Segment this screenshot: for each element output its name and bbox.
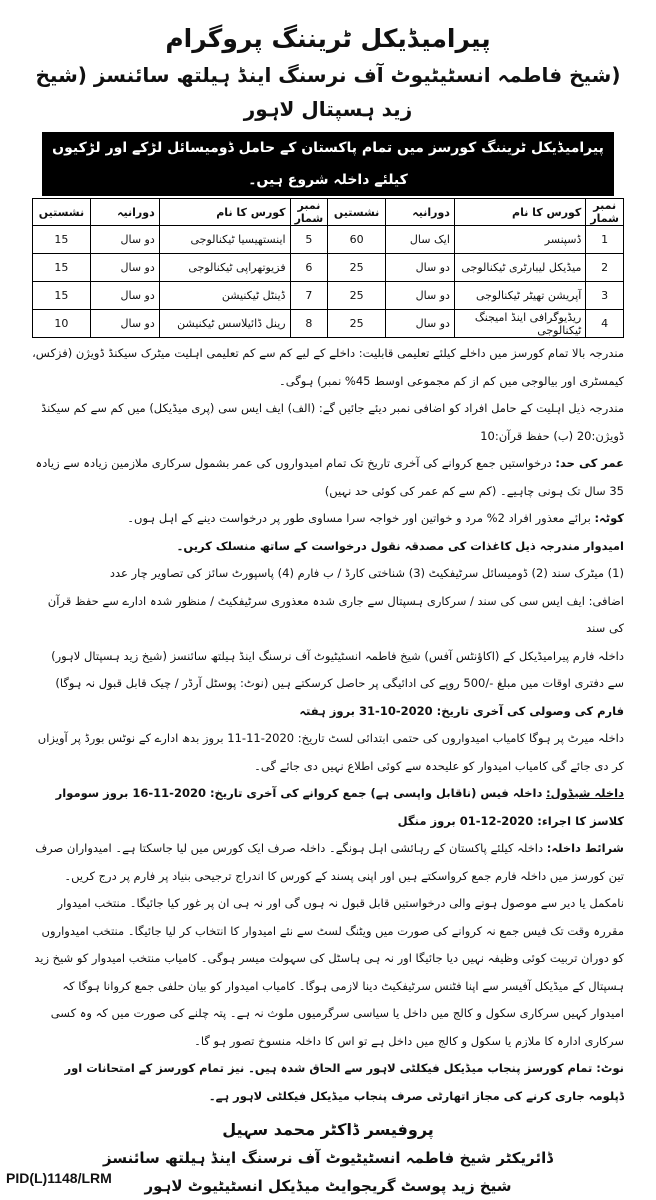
table-row — [33, 310, 624, 338]
course-name: ڈسپنسر — [454, 226, 585, 254]
header-num: نمبر شمار — [586, 199, 624, 226]
header-seats: نشستیں — [328, 199, 386, 226]
quota-paragraph — [32, 505, 624, 533]
table-header-row — [33, 199, 624, 226]
signature-block — [32, 1116, 624, 1200]
age-limit-paragraph — [32, 450, 624, 505]
course-duration: دو سال — [90, 226, 159, 254]
quota-text: برائے معذور افراد 2% مرد و خواتین اور خواجہ سرا مساوی طور پر درخواست دینے کے اہل ہوں۔ — [127, 511, 591, 525]
course-seats: 25 — [328, 310, 386, 338]
course-seats: 25 — [328, 254, 386, 282]
affiliation-note: نوٹ: تمام کورسز پنجاب میڈیکل فیکلٹی لاہور سے الحاق شدہ ہیں۔ نیز تمام کورسز کے امتحانات اور ڈپلومہ جاری کرنے کی مجاز اتھارٹی صرف پنجاب میڈیکل فیکلٹی لاہور ہے۔ — [64, 1061, 624, 1103]
course-seats: 10 — [33, 310, 91, 338]
header-course: کورس کا نام — [454, 199, 585, 226]
row-num: 2 — [586, 254, 624, 282]
course-duration: ایک سال — [386, 226, 455, 254]
course-seats: 25 — [328, 282, 386, 310]
row-num: 7 — [290, 282, 328, 310]
row-num: 4 — [586, 310, 624, 338]
form-deadline: فارم کی وصولی کی آخری تاریخ: 2020-10-31 بروز ہفتہ — [299, 703, 624, 718]
header-duration: دورانیہ — [90, 199, 159, 226]
additional-documents: اضافی: ایف ایس سی کی سند / سرکاری ہسپتال سے جاری شدہ معذوری سرٹیفکیٹ / منظور شدہ ادارے سے حفظ قرآن کی سند — [47, 593, 624, 635]
course-duration: دو سال — [90, 310, 159, 338]
course-name: ڈینٹل ٹیکنیشن — [159, 282, 290, 310]
row-num: 5 — [290, 226, 328, 254]
documents-list: (1) میٹرک سند (2) ڈومیسائل سرٹیفکیٹ (3) شناختی کارڈ / ب فارم (4) پاسپورٹ سائز کی تصاویر چار عدد — [109, 566, 624, 580]
header-seats: نشستیں — [33, 199, 91, 226]
table-row — [33, 226, 624, 254]
table-row — [33, 282, 624, 310]
page-title: پیرامیڈیکل ٹریننگ پروگرام — [165, 24, 491, 53]
course-name: ریڈیوگرافی اینڈ امیجنگ ٹیکنالوجی — [454, 310, 585, 338]
courses-table — [32, 198, 624, 338]
header-course: کورس کا نام — [159, 199, 290, 226]
course-name: اینستھیسیا ٹیکنالوجی — [159, 226, 290, 254]
pid-code: PID(L)1148/LRM — [6, 1170, 112, 1186]
course-seats: 60 — [328, 226, 386, 254]
age-limit-text: درخواستیں جمع کروانے کی آخری تاریخ تک تمام امیدواروں کی عمر بشمول سرکاری ملازمین زیادہ سے زیادہ 35 سال تک ہونی چاہیے۔ (کم سے کم عمر کی کوئی حد نہیں) — [35, 456, 624, 498]
quota-label: کوٹہ: — [594, 511, 624, 525]
course-seats: 15 — [33, 282, 91, 310]
admission-banner: پیرامیڈیکل ٹریننگ کورسز میں تمام پاکستان کے حامل ڈومیسائل لڑکے اور لڑکیوں کیلئے داخلہ شروع ہیں۔ — [42, 132, 614, 196]
course-seats: 15 — [33, 254, 91, 282]
extra-marks-paragraph: مندرجہ ذیل اہلیت کے حامل افراد کو اضافی نمبر دیئے جائیں گے: (الف) ایف ایس سی (پری میڈیکل) میں کم سے کم سیکنڈ ڈویژن:20 (ب) حفظ قرآن:10 — [41, 401, 624, 443]
conditions-text: داخلہ کیلئے پاکستان کے رہائشی اہل ہونگے۔ داخلہ صرف ایک کورس میں لیا جاسکتا ہے۔ امیدواران صرف تین کورسز میں داخلہ فارم جمع کرواسکتے ہیں اور اپنی پسند کے کورس کا اندراج ترجیحی بنیاد پر فارم پر درج کریں۔ نامکمل یا دیر سے موصول ہونے والی درخواستیں قابل قبول نہ ہوں گی اور نہ ہی ان پر غور کیا جائیگا۔ منتخب امیدوار مقررہ وقت تک فیس جمع نہ کروانے کی صورت میں ویٹنگ لسٹ سے نئے امیدوار کا انتخاب کر لیا جائیگا۔ منتخب امیدواروں کو دوران تربیت کوئی وظیفہ نہیں دیا جائیگا اور نہ ہی ہاسٹل کی سہولت میسر ہوگی۔ کامیاب منتخب امیدوار کو شیخ زید ہسپتال کے میڈیکل آفیسر سے اپنا فٹنس سرٹیفکیٹ دینا لازمی ہوگا۔ کامیاب امیدوار کو بیان حلفی جمع کروانا ہوگا کہ امیدوار کہیں سرکاری سکول و کالج میں داخل یا سیاسی سرگرمیوں ملوث نہ ہے۔ پتہ چلنے کی صورت میں کہ وہ کسی سرکاری ادارہ کا ملازم یا سکول و کالج میں داخل ہے تو اس کا داخلہ منسوخ تصور ہو گا۔ — [34, 841, 624, 1048]
table-row — [33, 254, 624, 282]
admission-conditions — [32, 835, 624, 1055]
merit-list-paragraph: داخلہ میرٹ پر ہوگا کامیاب امیدواروں کی حتمی ابتدائی لسٹ تاریخ: 2020-11-11 بروز بدھ ادارے کے نوٹس بورڈ پر آویزاں کر دی جائے گی کامیاب امیدوار کو علیحدہ سے کوئی اطلاع نہیں دی جائے گی۔ — [37, 731, 624, 773]
course-name: فزیوتھراپی ٹیکنالوجی — [159, 254, 290, 282]
course-duration: دو سال — [90, 282, 159, 310]
ad-body — [32, 340, 624, 1110]
course-name: رینل ڈائیلاسس ٹیکنیشن — [159, 310, 290, 338]
header-duration: دورانیہ — [386, 199, 455, 226]
course-duration: دو سال — [386, 310, 455, 338]
institute-subtitle: (شیخ فاطمہ انسٹیٹیوٹ آف نرسنگ اینڈ ہیلتھ سائنسز (شیخ زید ہسپتال لاہور — [35, 63, 621, 121]
course-duration: دو سال — [90, 254, 159, 282]
row-num: 1 — [586, 226, 624, 254]
form-availability-paragraph: داخلہ فارم پیرامیڈیکل کے (اکاؤنٹس آفس) شیخ فاطمہ انسٹیٹیوٹ آف نرسنگ اینڈ ہیلتھ سائنسز (شیخ زید ہسپتال لاہور) سے دفتری اوقات میں مبلغ -/500 روپے کی ادائیگی پر حاصل کرسکتے ہیں (نوٹ: پوسٹل آرڈر / چیک قابل قبول نہ ہوگا) — [51, 648, 624, 690]
admission-schedule — [32, 780, 624, 835]
course-seats: 15 — [33, 226, 91, 254]
course-duration: دو سال — [386, 282, 455, 310]
signatory-institute: شیخ زید پوسٹ گریجوایٹ میڈیکل انسٹیٹیوٹ لاہور — [144, 1177, 512, 1195]
course-name: میڈیکل لیبارٹری ٹیکنالوجی — [454, 254, 585, 282]
age-limit-label: عمر کی حد: — [555, 456, 624, 470]
conditions-label: شرائط داخلہ: — [546, 841, 624, 855]
course-duration: دو سال — [386, 254, 455, 282]
row-num: 3 — [586, 282, 624, 310]
qualification-paragraph: مندرجہ بالا تمام کورسز میں داخلے کیلئے تعلیمی قابلیت: داخلے کے لیے کم سے کم تعلیمی اہلیت میٹرک سیکنڈ ڈویژن (فزکس، کیمسٹری اور بیالوجی میں کم از کم مجموعی اوسط 45% نمبر) ہوگی۔ — [32, 346, 624, 388]
row-num: 6 — [290, 254, 328, 282]
schedule-label: داخلہ شیڈول: — [546, 786, 624, 800]
course-name: آپریشن تھیٹر ٹیکنالوجی — [454, 282, 585, 310]
row-num: 8 — [290, 310, 328, 338]
schedule-text: داخلہ فیس (ناقابل واپسی ہے) جمع کروانے کی آخری تاریخ: 2020-11-16 بروز سوموار کلاسز کا اجراء: 2020-12-01 بروز منگل — [55, 786, 624, 828]
signatory-name: پروفیسر ڈاکٹر محمد سہیل — [222, 1120, 434, 1139]
signatory-title: ڈائریکٹر شیخ فاطمہ انسٹیٹیوٹ آف نرسنگ اینڈ ہیلتھ سائنسز — [103, 1149, 553, 1167]
header-num: نمبر شمار — [290, 199, 328, 226]
documents-heading: امیدوار مندرجہ ذیل کاغذات کی مصدقہ نقول درخواست کے ساتھ منسلک کریں۔ — [176, 538, 624, 553]
